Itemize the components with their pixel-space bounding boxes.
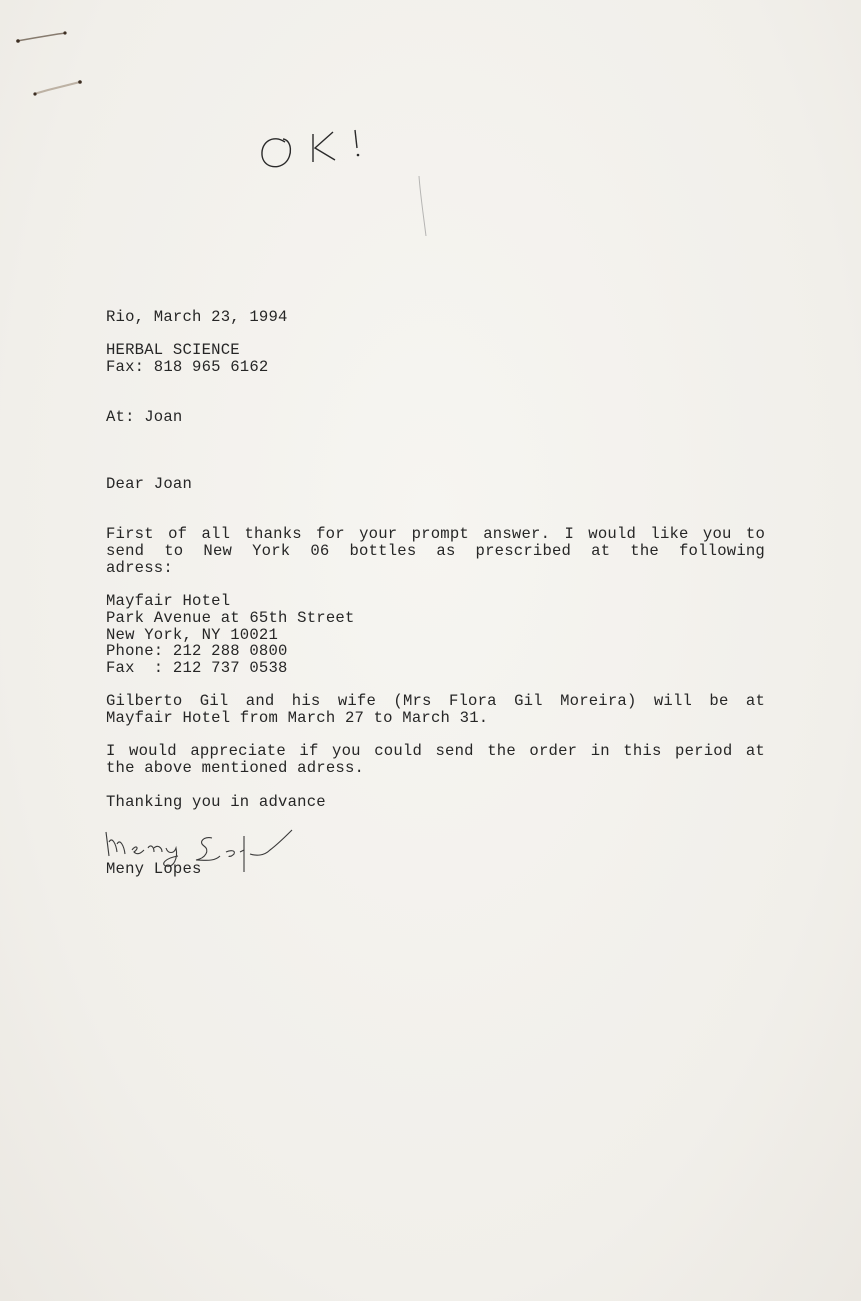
address-street: Park Avenue at 65th Street (106, 609, 355, 627)
paragraph-line: First of all thanks for your prompt answer. I would like you to (106, 525, 765, 543)
paragraph-line: Mayfair Hotel from March 27 to March 31. (106, 709, 489, 727)
address-city: New York, NY 10021 (106, 626, 279, 644)
address-name: Mayfair Hotel (106, 592, 231, 610)
handwritten-ok-note (255, 120, 375, 180)
paragraph-line: send to New York 06 bottles as prescribed at the following (106, 542, 765, 560)
paragraph-1 (106, 526, 765, 577)
paragraph-line: Gilberto Gil and his wife (Mrs Flora Gil Moreira) will be at (106, 692, 765, 710)
paragraph-line: adress: (106, 559, 173, 577)
staple-mark-icon (30, 76, 90, 100)
address-fax: Fax : 212 737 0538 (106, 659, 288, 677)
address-phone: Phone: 212 288 0800 (106, 642, 288, 660)
closing-line: Thanking you in advance (106, 793, 326, 811)
paragraph-line: I would appreciate if you could send the order in this period at (106, 742, 765, 760)
paragraph-line: the above mentioned adress. (106, 759, 365, 777)
recipient-fax: Fax: 818 965 6162 (106, 358, 269, 376)
paragraph-2 (106, 693, 765, 727)
salutation: Dear Joan (106, 475, 193, 493)
recipient-company: HERBAL SCIENCE (106, 341, 240, 359)
staple-mark-icon (14, 28, 74, 48)
attention-line: At: Joan (106, 408, 183, 426)
pen-stroke-mark (414, 172, 434, 242)
date-line: Rio, March 23, 1994 (106, 308, 288, 326)
paragraph-3 (106, 743, 765, 777)
signer-name: Meny Lopes (106, 860, 202, 878)
